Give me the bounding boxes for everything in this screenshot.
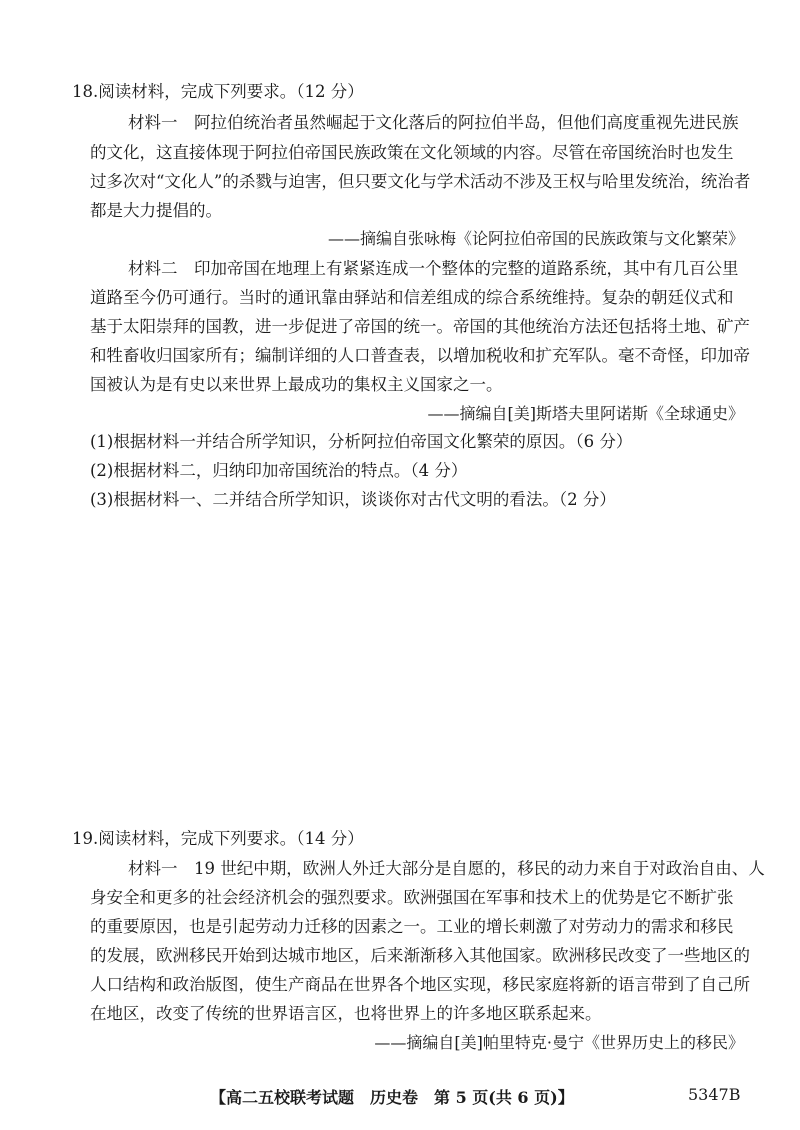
q19-material1-source: ——摘编自[美]帕里特克·曼宁《世界历史上的移民》 xyxy=(374,1033,744,1052)
footer-code: 5347B xyxy=(688,1085,741,1104)
q18-material1-line-2: 的文化，这直接体现于阿拉伯帝国民族政策在文化领域的内容。尽管在帝国统治时也发生 xyxy=(90,143,734,162)
q18-material2-line-2: 道路至今仍可通行。当时的通讯靠由驿站和信差组成的综合系统维持。复杂的朝廷仪式和 xyxy=(90,288,734,307)
q18-material1-source: ——摘编自张咏梅《论阿拉伯帝国的民族政策与文化繁荣》 xyxy=(327,229,744,248)
q19-material1-line-4: 的发展，欧洲移民开始到达城市地区，后来渐渐移入其他国家。欧洲移民改变了一些地区的 xyxy=(90,946,750,965)
q18-material2-line-3: 基于太阳崇拜的国教，进一步促进了帝国的统一。帝国的其他统治方法还包括将土地、矿产 xyxy=(90,317,750,336)
q19-material1-line-2: 身安全和更多的社会经济机会的强烈要求。欧洲强国在军事和技术上的优势是它不断扩张 xyxy=(90,888,734,907)
q19-material1-line-6: 在地区，改变了传统的世界语言区，也将世界上的许多地区联系起来。 xyxy=(90,1004,602,1023)
q18-material1-line-3: 过多次对“文化人”的杀戮与迫害，但只要文化与学术活动不涉及王权与哈里发统治，统治者 xyxy=(90,172,751,191)
q18-material2-line-1: 材料二 印加帝国在地理上有紧紧连成一个整体的完整的道路系统，其中有几百公里 xyxy=(128,259,739,278)
question-19-title: 19.阅读材料，完成下列要求。（14 分） xyxy=(72,829,364,848)
footer-exam-info: 【高二五校联考试题 历史卷 第 5 页(共 6 页)】 xyxy=(210,1088,574,1107)
question-18-title: 18.阅读材料，完成下列要求。（12 分） xyxy=(72,82,364,101)
q18-material2-source: ——摘编自[美]斯塔夫里阿诺斯《全球通史》 xyxy=(427,404,744,423)
q18-question-3: (3)根据材料一、二并结合所学知识，谈谈你对古代文明的看法。（2 分） xyxy=(90,490,616,509)
q18-material1-line-1: 材料一 阿拉伯统治者虽然崛起于文化落后的阿拉伯半岛，但他们高度重视先进民族 xyxy=(128,113,739,132)
q18-question-2: (2)根据材料二，归纳印加帝国统治的特点。（4 分） xyxy=(90,461,468,480)
q18-material1-line-4: 都是大力提倡的。 xyxy=(90,201,222,220)
q19-material1-line-5: 人口结构和政治版图，使生产商品在世界各个地区实现，移民家庭将新的语言带到了自己所 xyxy=(90,975,750,994)
q19-material1-line-3: 的重要原因，也是引起劳动力迁移的因素之一。工业的增长刺激了对劳动力的需求和移民 xyxy=(90,917,734,936)
q19-material1-line-1: 材料一 19 世纪中期，欧洲人外迁大部分是自愿的，移民的动力来自于对政治自由、人 xyxy=(128,859,765,878)
q18-material2-line-4: 和牲畜收归国家所有；编制详细的人口普查表，以增加税收和扩充军队。毫不奇怪，印加帝 xyxy=(90,346,750,365)
q18-question-1: (1)根据材料一并结合所学知识，分析阿拉伯帝国文化繁荣的原因。（6 分） xyxy=(90,432,633,451)
q18-material2-line-5: 国被认为是有史以来世界上最成功的集权主义国家之一。 xyxy=(90,375,503,394)
